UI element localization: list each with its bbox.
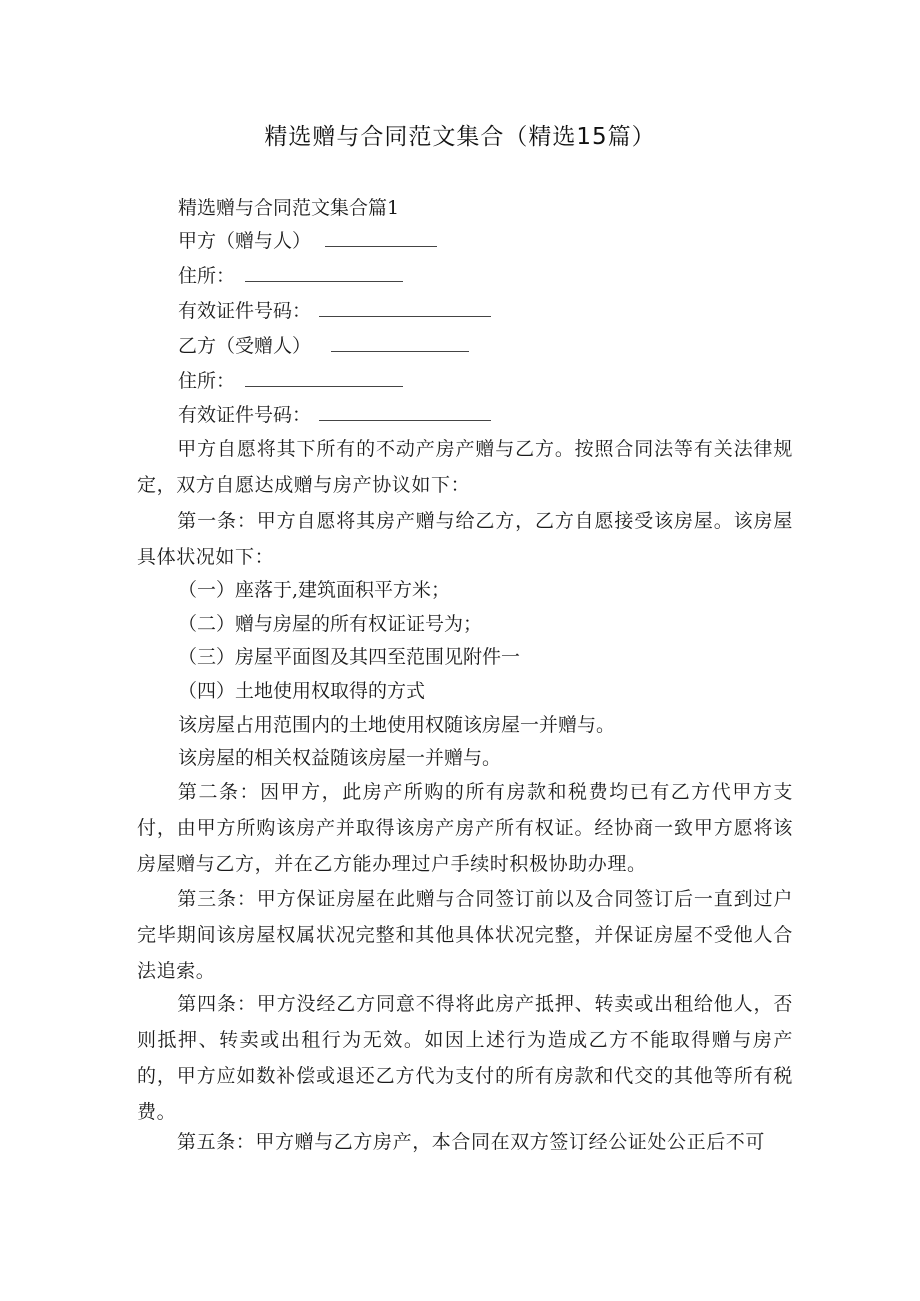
party-b-field bbox=[178, 334, 469, 358]
party-a-label: 甲方（赠与人） bbox=[178, 230, 312, 252]
page-title: 精选赠与合同范文集合（精选15篇） bbox=[264, 124, 656, 150]
address-a-blank bbox=[245, 267, 403, 282]
id-b-label: 有效证件号码： bbox=[178, 404, 312, 426]
address-a-field bbox=[178, 264, 403, 288]
article-5: 第五条：甲方赠与乙方房产，本合同在双方签订经公证处公正后不可 bbox=[177, 1131, 766, 1153]
article-4: 第四条：甲方没经乙方同意不得将此房产抵押、转卖或出租给他人，否则抵押、转卖或出租行为无效。如因上述行为造成乙方不能取得赠与房产的，甲方应如数补偿或退还乙方代为支付的所有房款和代交的其他等所有税费。 bbox=[137, 993, 793, 1123]
land-clause: 该房屋占用范围内的土地使用权随该房屋一并赠与。 bbox=[178, 714, 616, 736]
party-b-blank bbox=[331, 337, 469, 352]
address-b-field bbox=[178, 369, 403, 393]
party-b-label: 乙方（受赠人） bbox=[178, 335, 312, 357]
address-a-label: 住所： bbox=[178, 265, 236, 287]
article-1: 第一条：甲方自愿将其房产赠与给乙方，乙方自愿接受该房屋。该房屋具体状况如下： bbox=[137, 510, 793, 568]
id-a-blank bbox=[319, 302, 491, 317]
article-2: 第二条：因甲方，此房产所购的所有房款和税费均已有乙方代甲方支付，由甲方所购该房产并取得该房产房产所有权证。经协商一致甲方愿将该房屋赠与乙方，并在乙方能办理过户手续时积极协助办理。 bbox=[137, 781, 793, 875]
address-b-blank bbox=[245, 372, 403, 387]
party-a-field bbox=[178, 229, 437, 253]
rights-clause: 该房屋的相关权益随该房屋一并赠与。 bbox=[178, 747, 502, 769]
section-heading: 精选赠与合同范文集合篇1 bbox=[178, 197, 400, 219]
intro-paragraph: 甲方自愿将其下所有的不动产房产赠与乙方。按照合同法等有关法律规定，双方自愿达成赠与房产协议如下： bbox=[137, 438, 793, 496]
id-b-field bbox=[178, 403, 491, 427]
id-a-field bbox=[178, 299, 491, 323]
item-1: （一）座落于,建筑面积平方米； bbox=[178, 579, 451, 601]
item-3: （三）房屋平面图及其四至范围见附件一 bbox=[178, 646, 521, 668]
party-a-blank bbox=[325, 232, 437, 247]
id-a-label: 有效证件号码： bbox=[178, 300, 312, 322]
address-b-label: 住所： bbox=[178, 370, 236, 392]
article-3: 第三条：甲方保证房屋在此赠与合同签订前以及合同签订后一直到过户完毕期间该房屋权属状况完整和其他具体状况完整，并保证房屋不受他人合法追索。 bbox=[137, 888, 793, 982]
id-b-blank bbox=[319, 406, 491, 421]
item-4: （四）土地使用权取得的方式 bbox=[178, 680, 426, 702]
item-2: （二）赠与房屋的所有权证证号为； bbox=[178, 613, 483, 635]
